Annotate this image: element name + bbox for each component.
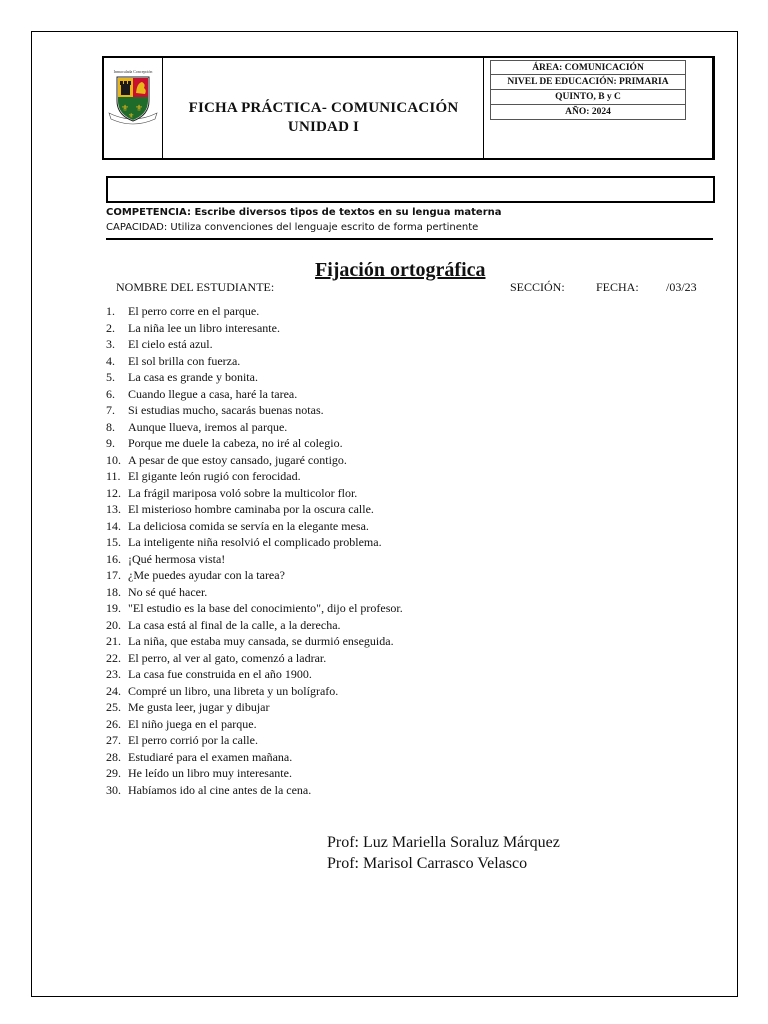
list-item [106, 435, 403, 452]
list-item-text: Porque me duele la cabeza, no iré al colegio. [128, 436, 343, 450]
list-item-number: 14. [106, 518, 121, 533]
list-item-text: El niño juega en el parque. [128, 716, 257, 731]
list-item [106, 584, 403, 601]
info-area: ÁREA: COMUNICACIÓN [490, 60, 686, 75]
list-item-text: La niña lee un libro interesante. [128, 320, 280, 335]
list-item-text: Si estudias mucho, sacarás buenas notas. [128, 403, 324, 417]
list-item [106, 551, 403, 568]
svg-text:⚜: ⚜ [121, 104, 130, 114]
list-item-number: 5. [106, 370, 115, 384]
list-item-number: 3. [106, 337, 115, 351]
list-item-text: El sol brilla con fuerza. [128, 353, 241, 368]
worksheet-title [163, 99, 484, 137]
divider [106, 238, 713, 240]
list-item-text: ¿Me puedes ayudar con la tarea? [128, 568, 285, 582]
list-item-number: 23. [106, 667, 121, 681]
list-item-number: 12. [106, 485, 121, 500]
competencia-text [106, 206, 502, 220]
signatures [327, 832, 560, 874]
list-item [106, 683, 403, 700]
list-item [106, 386, 403, 403]
list-item [106, 699, 403, 716]
info-anio: AÑO: 2024 [490, 105, 686, 120]
list-item-number: 29. [106, 766, 121, 780]
list-item [106, 320, 403, 337]
list-item [106, 633, 403, 650]
list-item [106, 369, 403, 386]
list-item-text: Aunque llueva, iremos al parque. [128, 419, 288, 434]
list-item [106, 485, 403, 502]
list-item [106, 353, 403, 370]
worksheet-title-line1: FICHA PRÁCTICA- COMUNICACIÓN [188, 100, 459, 116]
list-item [106, 452, 403, 469]
list-item [106, 749, 403, 766]
list-item-number: 28. [106, 749, 121, 764]
list-item-text: La inteligente niña resolvió el complicado problema. [128, 535, 382, 549]
list-item-text: ¡Qué hermosa vista! [128, 551, 226, 566]
list-item-text: El cielo está azul. [128, 337, 213, 351]
list-item-number: 13. [106, 502, 121, 516]
list-item-text: Habíamos ido al cine antes de la cena. [128, 782, 312, 797]
list-item [106, 732, 403, 749]
info-grado: QUINTO, B y C [490, 90, 686, 105]
list-item [106, 765, 403, 782]
competencia-label: COMPETENCIA: Escribe diversos tipos de textos en su lengua materna [106, 207, 502, 218]
svg-text:⚜: ⚜ [128, 112, 135, 120]
list-item-number: 17. [106, 568, 121, 582]
list-item [106, 567, 403, 584]
signature-2: Prof: Marisol Carrasco Velasco [327, 855, 528, 872]
capacidad-text: CAPACIDAD: Utiliza convenciones del lenguaje escrito de forma pertinente [106, 222, 479, 233]
list-item-text: He leído un libro muy interesante. [128, 766, 292, 780]
list-item-text: El perro corre en el parque. [128, 304, 260, 318]
list-item-number: 16. [106, 551, 121, 566]
info-nivel: NIVEL DE EDUCACIÓN: PRIMARIA [490, 75, 686, 90]
list-item-number: 4. [106, 353, 115, 368]
list-item [106, 419, 403, 436]
list-item-number: 8. [106, 419, 115, 434]
list-item [106, 501, 403, 518]
list-item [106, 534, 403, 551]
sentence-list [106, 303, 403, 798]
list-item-text: La casa fue construida en el año 1900. [128, 667, 312, 681]
list-item-number: 7. [106, 403, 115, 417]
list-item-text: Estudiaré para el examen mañana. [128, 749, 293, 764]
worksheet-title-line2: UNIDAD I [287, 119, 360, 135]
list-item [106, 600, 403, 617]
school-shield-logo [107, 75, 159, 125]
list-item-number: 18. [106, 584, 121, 599]
date-value: /03/23 [666, 280, 697, 292]
list-item-text: La casa es grande y bonita. [128, 370, 258, 384]
list-item-number: 6. [106, 386, 115, 401]
list-item [106, 650, 403, 667]
list-item [106, 617, 403, 634]
list-item [106, 468, 403, 485]
list-item-number: 24. [106, 683, 121, 698]
list-item-text: La niña, que estaba muy cansada, se durmió enseguida. [128, 634, 394, 648]
list-item [106, 716, 403, 733]
svg-text:⚜: ⚜ [135, 104, 144, 114]
list-item-number: 20. [106, 617, 121, 632]
list-item-number: 15. [106, 535, 121, 549]
list-item-number: 21. [106, 634, 121, 648]
list-item [106, 782, 403, 799]
info-cell [490, 60, 686, 120]
logo-cell [104, 58, 163, 158]
list-item-text: Cuando llegue a casa, haré la tarea. [128, 386, 298, 401]
list-item-number: 2. [106, 320, 115, 335]
list-item-text: No sé qué hacer. [128, 584, 208, 599]
list-item-number: 30. [106, 782, 121, 797]
list-item-number: 26. [106, 716, 121, 731]
list-item-number: 1. [106, 304, 115, 318]
section-label: SECCIÓN: [510, 280, 565, 292]
list-item-text: Compré un libro, una libreta y un bolígrafo. [128, 683, 339, 698]
list-item [106, 336, 403, 353]
list-item-text: El perro, al ver al gato, comenzó a ladrar. [128, 650, 327, 665]
list-item-number: 25. [106, 700, 121, 714]
list-item-text: El misterioso hombre caminaba por la oscura calle. [128, 502, 374, 516]
list-item-number: 22. [106, 650, 121, 665]
list-item-number: 9. [106, 436, 115, 450]
list-item-text: La deliciosa comida se servía en la elegante mesa. [128, 518, 369, 533]
list-item-text: "El estudio es la base del conocimiento", dijo el profesor. [128, 601, 403, 615]
list-item [106, 666, 403, 683]
list-item [106, 303, 403, 320]
list-item-text: La casa está al final de la calle, a la derecha. [128, 617, 341, 632]
title-cell [163, 58, 484, 158]
empty-name-box [106, 176, 715, 203]
list-item-number: 27. [106, 733, 121, 747]
date-label: FECHA: [596, 280, 639, 292]
list-item-number: 11. [106, 469, 121, 483]
list-item-text: A pesar de que estoy cansado, jugaré contigo. [128, 452, 347, 467]
signature-1: Prof: Luz Mariella Soraluz Márquez [327, 834, 560, 851]
list-item [106, 518, 403, 535]
list-item-number: 10. [106, 452, 121, 467]
main-title: Fijación ortográfica [315, 259, 486, 281]
list-item-text: El gigante león rugió con ferocidad. [128, 469, 301, 483]
list-item [106, 402, 403, 419]
list-item-text: Me gusta leer, jugar y dibujar [128, 700, 270, 714]
list-item-number: 19. [106, 601, 121, 615]
list-item-text: El perro corrió por la calle. [128, 733, 258, 747]
school-caption: Inmaculada Concepción [113, 69, 153, 74]
header-table [102, 56, 715, 160]
list-item-text: La frágil mariposa voló sobre la multicolor flor. [128, 485, 358, 500]
document-page [31, 31, 738, 997]
student-name-label: NOMBRE DEL ESTUDIANTE: [116, 280, 275, 292]
